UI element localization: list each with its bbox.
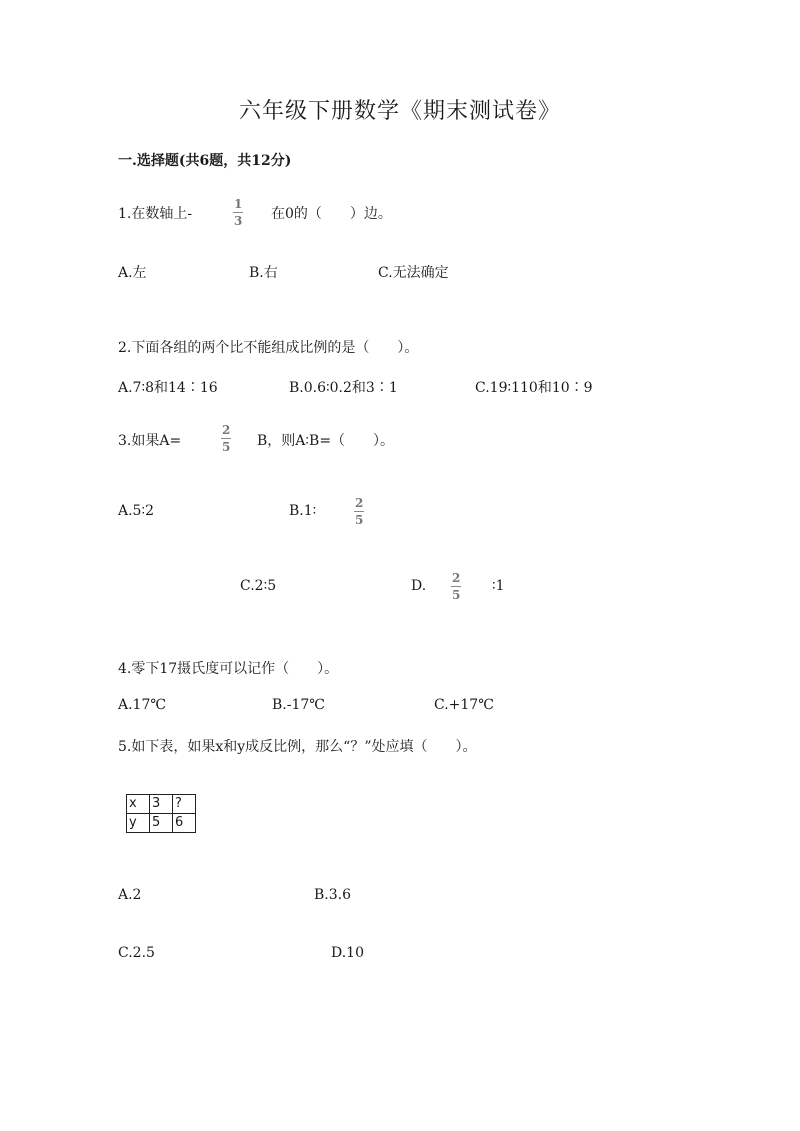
question-5-option-b[interactable]: B.3.6 [314,887,352,903]
question-3-option-b-fraction [354,497,364,526]
question-3-option-d-fraction [451,572,461,601]
question-1-option-a[interactable]: A.左 [118,265,147,281]
question-5-text: 5.如下表，如果x和y成反比例，那么“？”处应填（ ）。 [118,739,477,755]
fraction-numerator: 1 [234,197,243,211]
fraction-numerator: 2 [452,571,461,585]
table-cell: y [127,814,150,833]
question-4-option-b[interactable]: B.-17℃ [272,697,325,713]
section-header: 一.选择题(共6题，共12分) [118,153,292,169]
question-3-suffix: B，则A∶B=（ ）。 [257,433,395,449]
question-4-option-a[interactable]: A.17℃ [118,697,167,713]
table-cell: 5 [150,814,173,833]
fraction-numerator: 2 [222,423,231,437]
question-4-option-c[interactable]: C.+17℃ [434,697,494,713]
table-cell: x [127,795,150,814]
question-2-text: 2.下面各组的两个比不能组成比例的是（ ）。 [118,340,419,356]
table-cell: 3 [150,795,173,814]
table-row [127,814,196,833]
question-3-option-d[interactable]: D. [411,578,427,594]
question-3-option-c[interactable]: C.2∶5 [240,578,277,594]
fraction-denominator: 5 [452,588,461,602]
table-row [127,795,196,814]
question-1-fraction [233,198,243,227]
question-2-option-b[interactable]: B.0.6∶0.2和3∶1 [289,380,398,396]
question-3-prefix: 3.如果A= [118,433,182,449]
question-5-option-d[interactable]: D.10 [331,945,364,961]
question-3-option-d-suffix: ∶1 [492,578,505,594]
fraction-denominator: 3 [234,214,243,228]
question-5-option-c[interactable]: C.2.5 [118,945,155,961]
question-3-option-b[interactable]: B.1∶ [289,503,317,519]
question-2-option-c[interactable]: C.19∶110和10∶9 [475,380,593,396]
xy-table [126,794,196,833]
table-cell: 6 [173,814,196,833]
question-1-prefix: 1.在数轴上- [118,206,193,222]
fraction-denominator: 5 [222,440,231,454]
question-3-fraction [221,424,231,453]
question-2-option-a[interactable]: A.7∶8和14∶16 [118,380,218,396]
question-4-text: 4.零下17摄氏度可以记作（ ）。 [118,661,339,677]
fraction-numerator: 2 [355,496,364,510]
question-3-option-a[interactable]: A.5∶2 [118,503,155,519]
question-1-option-b[interactable]: B.右 [249,265,278,281]
fraction-denominator: 5 [355,513,364,527]
question-5-option-a[interactable]: A.2 [118,887,142,903]
page-title: 六年级下册数学《期末测试卷》 [238,99,561,124]
table-cell: ? [173,795,196,814]
question-1-option-c[interactable]: C.无法确定 [378,265,449,281]
question-1-suffix: 在0的（ ）边。 [271,206,392,222]
